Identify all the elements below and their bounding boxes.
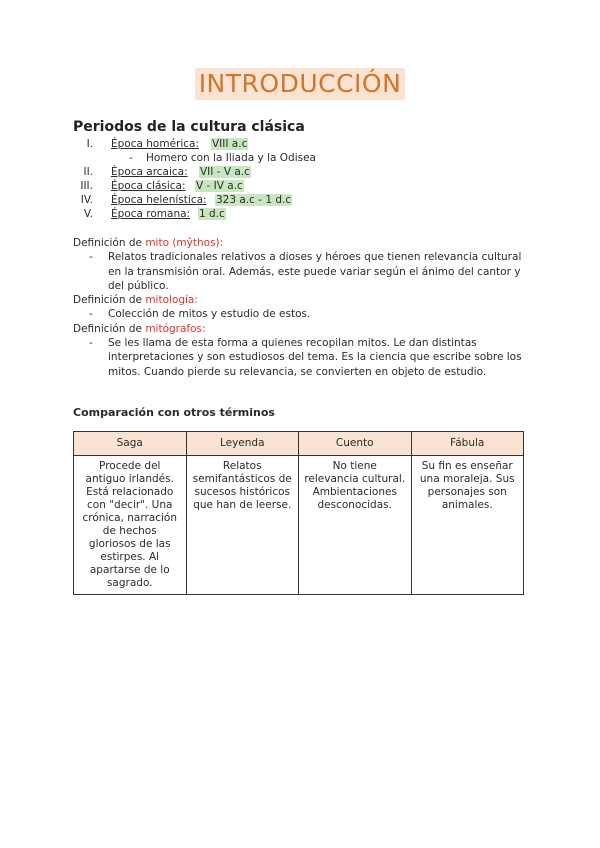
era-numeral: III. [80,180,93,192]
table-header-cell: Leyenda [186,432,299,456]
era-name: Época homérica: [111,138,200,150]
bullet-dash: - [89,308,93,321]
era-label [111,165,188,179]
comparison-title: Comparación con otros términos [73,406,275,419]
era-name: Época arcaica: [111,166,188,178]
era-name: Época romana: [111,208,191,220]
era-item [73,165,533,179]
definitions [73,236,533,379]
era-date [198,207,226,221]
title-wrapper [0,68,600,100]
page-title: INTRODUCCIÓN [195,68,406,100]
definition-prefix: Definición de [73,294,146,307]
definition-block [73,236,533,293]
era-numeral: I. [86,138,93,150]
era-item [73,193,533,207]
definition-bullet [73,307,533,321]
bullet-dash: - [89,337,93,350]
era-date [215,193,292,207]
table-cell: Procede del antiguo irlandés. Está relacionado con "decir". Una crónica, narración de hechos gloriosos de las estirpes. Al apartarse de lo sagrado. [74,456,187,595]
era-item [73,179,533,193]
definition-term: mito (mŷthos): [145,237,224,249]
definition-prefix: Definición de [73,322,146,335]
era-date-text: 323 a.c - 1 d.c [216,194,292,206]
sub-dash: - [129,152,133,164]
definition-heading [73,293,533,307]
era-date [195,179,244,193]
era-list [73,137,533,221]
era-date-text: V - IV a.c [196,180,243,192]
section-heading: Periodos de la cultura clásica [73,119,305,135]
definition-heading [73,236,533,250]
definition-prefix: Definición de [73,237,146,249]
era-date-text: VII - V a.c [200,166,250,178]
definition-text: Colección de mitos y estudio de estos. [108,308,311,321]
definition-term: mitógrafos: [145,322,206,335]
era-label [111,137,199,151]
era-label [111,179,186,193]
table-cell: Su fin es enseñar una moraleja. Sus personajes son animales. [411,456,524,595]
bullet-dash: - [89,251,93,264]
era-name: Época clásica: [111,180,186,192]
definition-heading [73,322,533,336]
era-numeral: V. [83,208,93,220]
definition-bullet [73,336,533,379]
table-cell: Relatos semifantásticos de sucesos históricos que han de leerse. [186,456,299,595]
table-header-cell: Cuento [299,432,412,456]
table-header-cell: Fábula [411,432,524,456]
definition-bullet [73,250,533,293]
era-label [111,193,207,207]
era-item [73,207,533,221]
era-date [199,165,251,179]
era-date-text: 1 d.c [199,208,225,220]
table-row [74,456,524,595]
era-numeral: II. [83,166,93,178]
definition-term: mitología: [145,294,198,307]
era-date-text: VIII a.c [212,138,248,150]
definition-text: Se les llama de esta forma a quienes recopilan mitos. Le dan distintas interpretaciones y son estudiosos del tema. Es la ciencia que escribe sobre los mitos. Cuando pierde su relevancia, se convierten en objeto de estudio. [108,337,522,378]
era-date [211,137,248,151]
era-sub-item [73,151,533,165]
definition-text: Relatos tradicionales relativos a dioses y héroes que tienen relevancia cultural en la transmisión oral. Además, este puede variar según el ánimo del cantor y del público. [108,251,522,292]
era-sub-text: Homero con la Iliada y la Odisea [146,152,316,164]
table-header-cell: Saga [74,432,187,456]
era-numeral: IV. [80,194,93,206]
definition-block [73,322,533,379]
comparison-table [73,431,524,595]
table-cell: No tiene relevancia cultural. Ambientaciones desconocidas. [299,456,412,595]
era-label [111,207,190,221]
table-header-row [74,432,524,456]
definition-block [73,293,533,322]
era-name: Época helenística: [111,194,207,206]
era-item [73,137,533,151]
